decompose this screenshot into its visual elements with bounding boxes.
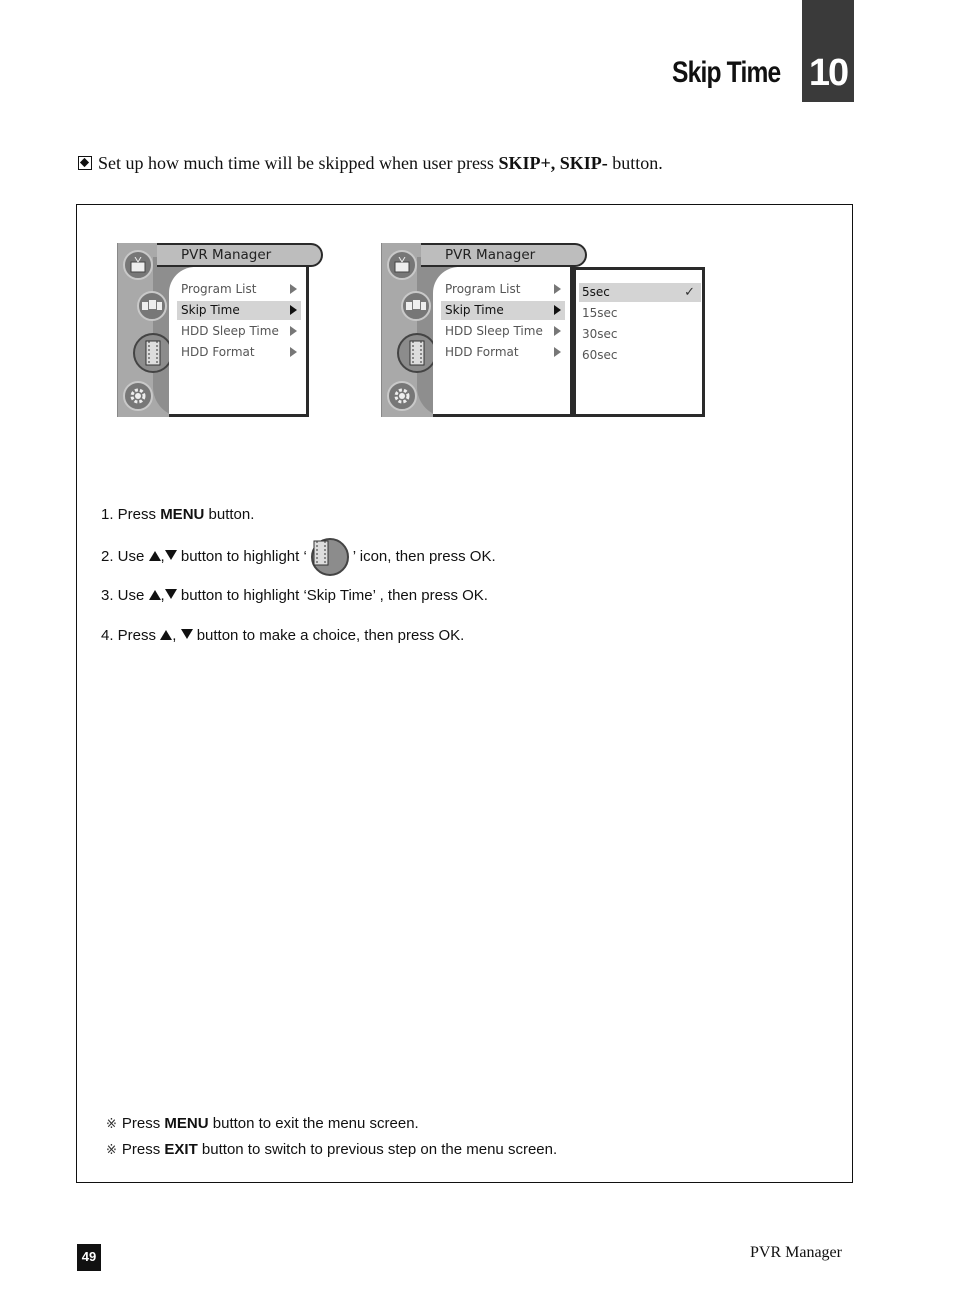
checkmark-icon: ✓ xyxy=(684,285,695,300)
intro-text: Set up how much time will be skipped when user press SKIP+, SKIP- button. xyxy=(78,153,663,174)
film-icon xyxy=(311,538,349,576)
note-menu: ※ Press MENU button to exit the menu screen. xyxy=(106,1115,419,1132)
menu-item-hdd-format[interactable]: HDD Format xyxy=(441,343,565,362)
gear-icon xyxy=(123,381,153,411)
arrow-right-icon xyxy=(290,284,297,294)
menu-header: PVR Manager xyxy=(157,243,323,267)
note-exit: ※ Press EXIT button to switch to previous step on the menu screen. xyxy=(106,1141,558,1158)
gear-icon xyxy=(387,381,417,411)
arrow-right-icon xyxy=(290,305,297,315)
arrow-right-icon xyxy=(554,347,561,357)
menu-item-hdd-sleep-time[interactable]: HDD Sleep Time xyxy=(177,322,301,341)
menu-panel xyxy=(169,267,309,417)
tv-icon xyxy=(387,250,417,280)
down-arrow-icon xyxy=(181,629,193,639)
menu-panel xyxy=(433,267,573,417)
diamond-bullet-icon xyxy=(78,156,92,170)
arrow-right-icon xyxy=(554,326,561,336)
page-title: Skip Time xyxy=(672,56,781,89)
footer-section: PVR Manager xyxy=(750,1244,842,1261)
menu-item-program-list[interactable]: Program List xyxy=(177,280,301,299)
arrow-right-icon xyxy=(290,326,297,336)
arrow-right-icon xyxy=(554,284,561,294)
option-60sec[interactable]: 60sec xyxy=(582,348,618,362)
menu-header: PVR Manager xyxy=(421,243,587,267)
menu-item-skip-time[interactable]: Skip Time xyxy=(177,301,301,320)
option-5sec[interactable]: 5sec ✓ xyxy=(579,283,701,302)
arrow-right-icon xyxy=(290,347,297,357)
up-arrow-icon xyxy=(160,630,172,640)
reference-mark-icon: ※ xyxy=(106,1143,117,1158)
film-icon xyxy=(397,333,437,373)
step-2: 2. Use , button to highlight ‘ ’ icon, then press OK. xyxy=(101,538,496,576)
arrow-right-icon xyxy=(554,305,561,315)
film-icon xyxy=(133,333,173,373)
page-number: 49 xyxy=(81,1249,97,1264)
step-1: 1. Press MENU button. xyxy=(101,506,255,523)
up-arrow-icon xyxy=(149,551,161,561)
menu-screen-left xyxy=(117,243,327,419)
down-arrow-icon xyxy=(165,550,177,560)
up-arrow-icon xyxy=(149,590,161,600)
tv-icon xyxy=(123,250,153,280)
menu-item-hdd-sleep-time[interactable]: HDD Sleep Time xyxy=(441,322,565,341)
menu-screen-right xyxy=(381,243,711,419)
option-15sec[interactable]: 15sec xyxy=(582,306,618,320)
menu-item-program-list[interactable]: Program List xyxy=(441,280,565,299)
chapter-number: 10 xyxy=(808,52,848,94)
step-3: 3. Use , button to highlight ‘Skip Time’ , then press OK. xyxy=(101,587,488,604)
menu-item-hdd-format[interactable]: HDD Format xyxy=(177,343,301,362)
network-icon xyxy=(401,291,431,321)
network-icon xyxy=(137,291,167,321)
menu-item-skip-time[interactable]: Skip Time xyxy=(441,301,565,320)
step-4: 4. Press , button to make a choice, then press OK. xyxy=(101,627,465,644)
down-arrow-icon xyxy=(165,589,177,599)
reference-mark-icon: ※ xyxy=(106,1117,117,1132)
option-30sec[interactable]: 30sec xyxy=(582,327,618,341)
skip-time-submenu xyxy=(573,267,705,417)
